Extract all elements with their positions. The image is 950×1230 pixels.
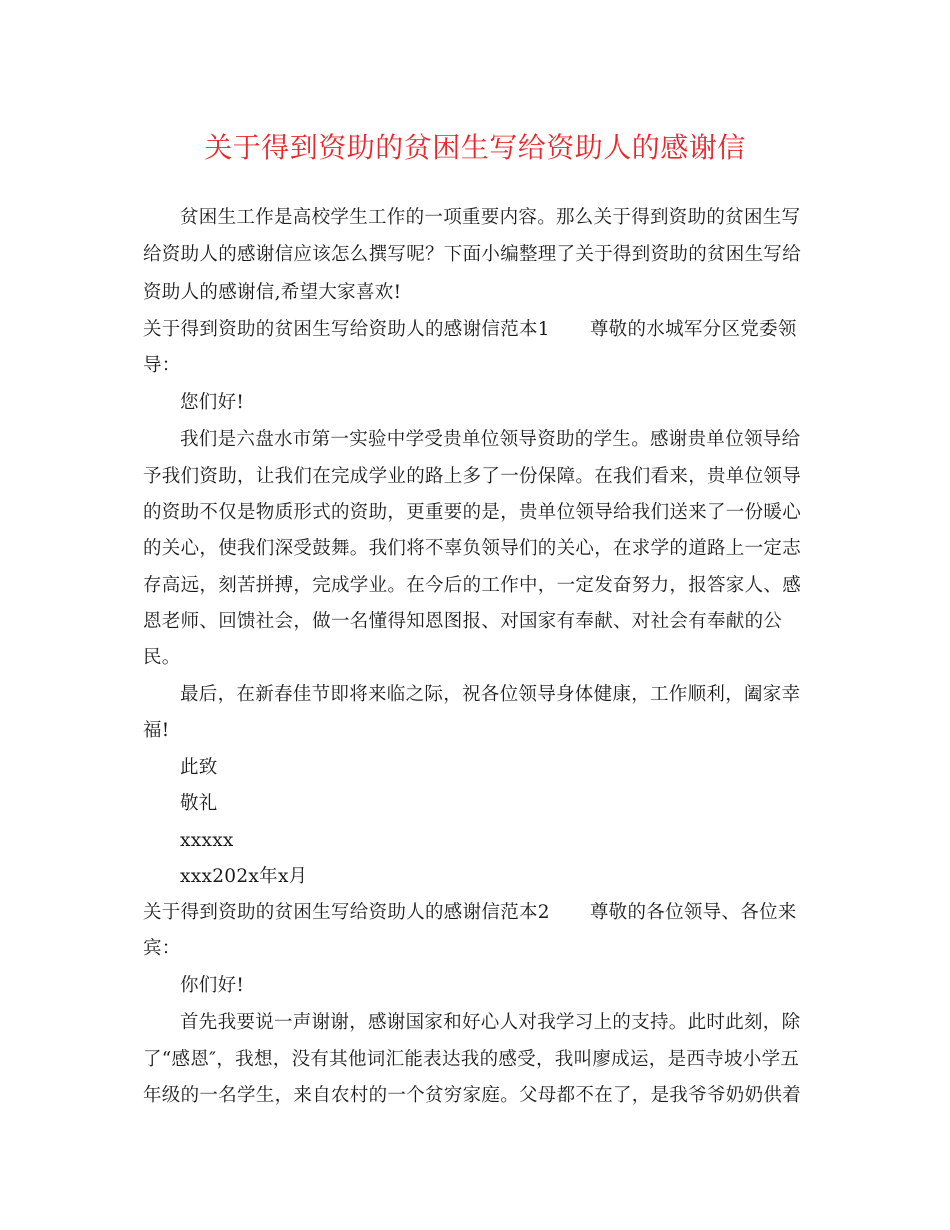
document-title: 关于得到资助的贫困生写给资助人的感谢信 — [204, 131, 746, 164]
text-line: 恩老师、回馈社会，做一名懂得知恩图报、对国家有奉献、对社会有奉献的公 — [143, 611, 783, 632]
text-line: 的资助不仅是物质形式的资助，更重要的是，贵单位领导给我们送来了一份暖心 — [143, 502, 802, 523]
text-line: 导： — [143, 355, 181, 376]
text-line: 存高远，刻苦拼搏，完成学业。在今后的工作中，一定发奋努力，报答家人、感 — [143, 575, 802, 596]
text-line: 的关心，使我们深受鼓舞。我们将不辜负领导们的关心，在求学的道路上一定志 — [143, 538, 802, 559]
text-line: 宾： — [143, 938, 181, 959]
signature-date: xxx202x年x月 — [180, 866, 308, 887]
text-line: 予我们资助，让我们在完成学业的路上多了一份保障。在我们看来，贵单位领导 — [143, 466, 802, 487]
sample-heading: 关于得到资助的贫困生写给资助人的感谢信范本1 — [143, 319, 550, 340]
text-line-with-salutation — [143, 900, 797, 926]
text-line: 民。 — [143, 647, 181, 668]
sample-heading: 关于得到资助的贫困生写给资助人的感谢信范本2 — [143, 902, 550, 923]
closing-line: 敬礼 — [180, 793, 218, 814]
text-line: 贫困生工作是高校学生工作的一项重要内容。那么关于得到资助的贫困生写 — [180, 207, 801, 228]
greeting: 你们好! — [180, 975, 245, 996]
closing-line: 此致 — [180, 757, 218, 778]
text-line: 我们是六盘水市第一实验中学受贵单位领导资助的学生。感谢贵单位领导给 — [180, 429, 801, 450]
text-line: 年级的一名学生，来自农村的一个贫穷家庭。父母都不在了，是我爷爷奶奶供着 — [143, 1085, 802, 1106]
salutation: 尊敬的各位领导、各位来 — [589, 902, 797, 923]
salutation: 尊敬的水城军分区党委领 — [589, 319, 797, 340]
text-line: 给资助人的感谢信应该怎么撰写呢？下面小编整理了关于得到资助的贫困生写给 — [143, 244, 802, 265]
text-line-with-salutation — [143, 317, 797, 343]
signature-name: xxxxx — [180, 830, 234, 851]
text-line: 了“感恩″，我想，没有其他词汇能表达我的感受，我叫廖成运，是西寺坡小学五 — [143, 1049, 800, 1070]
text-line: 资助人的感谢信,希望大家喜欢! — [143, 282, 402, 303]
text-line: 首先我要说一声谢谢，感谢国家和好心人对我学习上的支持。此时此刻，除 — [180, 1012, 801, 1033]
text-line: 福! — [143, 720, 170, 741]
greeting: 您们好! — [180, 392, 245, 413]
text-line: 最后，在新春佳节即将来临之际，祝各位领导身体健康，工作顺利，阖家幸 — [180, 684, 801, 705]
